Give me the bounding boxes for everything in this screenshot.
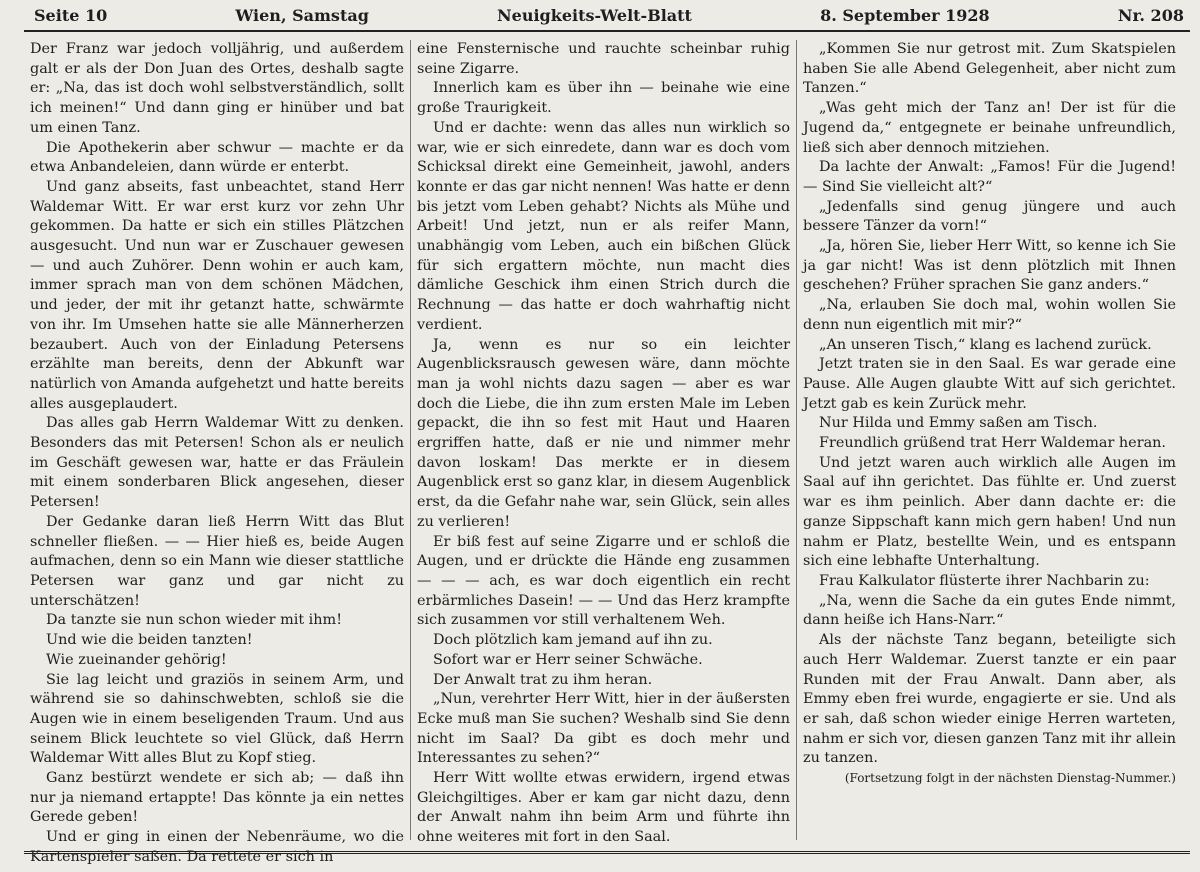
- paragraph: Sie lag leicht und graziös in seinem Arm, und während sie so dahinschwebten, schloß sie die Augen wie in einem beseligenden Traum. Und aus seinem Blick leuchtete so viel Glück, daß Herrn Waldemar Witt alles Blut zu Kopf stieg.: [30, 671, 404, 767]
- paragraph: Und er ging in einen der Nebenräume, wo die Kartenspieler saßen. Da rettete er sich in: [30, 829, 404, 865]
- paragraph: „Kommen Sie nur getrost mit. Zum Skatspielen haben Sie alle Abend Gelegenheit, aber nicht zum Tanzen.“: [803, 41, 1176, 97]
- paragraph: Er biß fest auf seine Zigarre und er schloß die Augen, und er drückte die Hände eng zusammen — — — ach, es war doch eigentlich ein recht erbärmliches Dasein! — — Und das Herz krampfte sich zusammen vor still verhaltenem Weh.: [417, 533, 790, 629]
- paragraph: „Na, wenn die Sache da ein gutes Ende nimmt, dann heiße ich Hans-Narr.“: [803, 592, 1176, 629]
- paragraph: „Nun, verehrter Herr Witt, hier in der äußersten Ecke muß man Sie suchen? Weshalb sind Sie denn nicht im Saal? Da gibt es doch mehr und Interessantes zu sehen?“: [417, 691, 790, 767]
- bottom-rule: [24, 851, 1190, 854]
- paragraph: Und er dachte: wenn das alles nun wirklich so war, wie er sich einredete, dann war es doch vom Schicksal direkt eine Gemeinheit, jawohl, anders konnte er das gar nicht nennen! Was hatte er denn bis jetzt vom Leben gehabt? Nichts als Mühe und Arbeit! Und jetzt, nun er als reifer Mann, unabhängig vom Leben, auch ein bißchen Glück für sich ergattern möchte, nun macht dies dämliche Geschick ihm einen Strich durch die Rechnung — das hatte er doch wahrhaftig nicht verdient.: [417, 119, 790, 333]
- paragraph: Und jetzt waren auch wirklich alle Augen im Saal auf ihn gerichtet. Das fühlte er. Und zuerst war es ihm peinlich. Aber dann dachte er: die ganze Sippschaft kann mich gern haben! Und nun nahm er Platz, bestellte Wein, und es entspann sich eine lebhafte Unterhaltung.: [803, 454, 1176, 570]
- paragraph: Ganz bestürzt wendete er sich ab; — daß ihn nur ja niemand ertappte! Das könnte ja ein nettes Gerede geben!: [30, 770, 404, 826]
- column-3: [796, 40, 1182, 840]
- masthead: Neuigkeits-Welt-Blatt: [497, 5, 692, 25]
- page-header: [24, 0, 1190, 32]
- issue-date: 8. September 1928: [820, 5, 990, 25]
- paragraph: Und wie die beiden tanzten!: [46, 632, 253, 649]
- paragraph: „An unseren Tisch,“ klang es lachend zurück.: [819, 336, 1152, 353]
- paragraph: Frau Kalkulator flüsterte ihrer Nachbarin zu:: [819, 572, 1150, 589]
- page-number: Seite 10: [34, 5, 108, 25]
- paragraph: Der Anwalt trat zu ihm heran.: [433, 671, 653, 688]
- paragraph: Sofort war er Herr seiner Schwäche.: [433, 651, 703, 668]
- paragraph: Und ganz abseits, fast unbeachtet, stand Herr Waldemar Witt. Er war erst kurz vor zehn Uhr gekommen. Da hatte er sich ein stilles Plätzchen ausgesucht. Und nun war er Zuschauer gewesen — und auch Zuhörer. Denn wohin er auch kam, immer sprach man von dem schönen Mädchen, und jeder, der mit ihr getanzt hatte, schwärmte von ihr. Im Umsehen hatte sie alle Männerherzen bezaubert. Auch von der Einladung Petersens erzählte man bereits, denn der Abkunft war natürlich von Amanda aufgehetzt und hatte bereits alles ausgeplaudert.: [30, 178, 404, 412]
- paragraph: Als der nächste Tanz begann, beteiligte sich auch Herr Waldemar. Zuerst tanzte er ein paar Runden mit der Frau Anwalt. Dann aber, als Emmy eben frei wurde, engagierte er sie. Und als er sah, daß schon wieder einige Herren warteten, nahm er sich vor, diesen ganzen Tanz mit ihr allein zu tanzen.: [803, 632, 1176, 767]
- paragraph: Da lachte der Anwalt: „Famos! Für die Jugend! — Sind Sie vielleicht alt?“: [803, 159, 1176, 195]
- paragraph: Ja, wenn es nur so ein leichter Augenblicksrausch gewesen wäre, dann möchte man ja wohl nichts dazu sagen — aber es war doch die Liebe, die ihn zum ersten Male im Leben gepackt, die ihn so fest mit Haut und Haaren ergriffen hatte, daß er nie und nimmer mehr davon loskam! Das merkte er in diesem Augenblick erst so ganz klar, in diesem Augenblick erst, da die Gefahr nahe war, sein Glück, sein alles zu verlieren!: [417, 336, 790, 530]
- paragraph: Der Franz war jedoch volljährig, und außerdem galt er als der Don Juan des Ortes, deshalb sagte er: „Na, das ist doch wohl selbstverständlich, sollt ich meinen!“ Und dann ging er hinüber und bat um einen Tanz.: [30, 41, 404, 136]
- paragraph: Das alles gab Herrn Waldemar Witt zu denken. Besonders das mit Petersen! Schon als er neulich im Geschäft gewesen war, hatte er das Fräulein mit einem sonderbaren Blick angesehen, dieser Petersen!: [30, 415, 404, 511]
- place-day: Wien, Samstag: [235, 5, 369, 25]
- paragraph: „Was geht mich der Tanz an! Der ist für die Jugend da,“ entgegnete er beinahe unfreundlich, ließ sich aber dennoch mitziehen.: [803, 100, 1176, 156]
- paragraph: „Ja, hören Sie, lieber Herr Witt, so kenne ich Sie ja gar nicht! Was ist denn plötzlich mit Ihnen geschehen? Früher sprachen Sie ganz anders.“: [803, 238, 1176, 294]
- paragraph: Freundlich grüßend trat Herr Waldemar heran.: [819, 435, 1166, 452]
- continuation-note: (Fortsetzung folgt in der nächsten Dienstag-Nummer.): [844, 771, 1176, 786]
- paragraph: Die Apothekerin aber schwur — machte er da etwa Anbandeleien, dann würde er enterbt.: [30, 139, 404, 176]
- paragraph: „Na, erlauben Sie doch mal, wohin wollen Sie denn nun eigentlich mit mir?“: [803, 297, 1176, 333]
- paragraph: Jetzt traten sie in den Saal. Es war gerade eine Pause. Alle Augen glaubte Witt auf sich gerichtet. Jetzt gab es kein Zurück mehr.: [803, 356, 1176, 412]
- article-columns: [24, 40, 1190, 865]
- paragraph: Nur Hilda und Emmy saßen am Tisch.: [819, 415, 1098, 432]
- paragraph: Da tanzte sie nun schon wieder mit ihm!: [46, 612, 342, 629]
- column-2: [410, 40, 796, 846]
- paragraph: „Jedenfalls sind genug jüngere und auch bessere Tänzer da vorn!“: [803, 198, 1176, 235]
- paragraph: Wie zueinander gehörig!: [46, 651, 227, 668]
- issue-number: Nr. 208: [1117, 5, 1184, 25]
- column-1: [24, 40, 410, 865]
- paragraph: Doch plötzlich kam jemand auf ihn zu.: [433, 632, 713, 649]
- paragraph: eine Fensternische und rauchte scheinbar ruhig seine Zigarre.: [417, 41, 790, 77]
- paragraph: Innerlich kam es über ihn — beinahe wie eine große Traurigkeit.: [417, 80, 790, 117]
- paragraph: Der Gedanke daran ließ Herrn Witt das Blut schneller fließen. — — Hier hieß es, beide Augen aufmachen, denn so ein Mann wie dieser stattliche Petersen war ganz und gar nicht zu unterschätzen!: [30, 513, 404, 609]
- paragraph: Herr Witt wollte etwas erwidern, irgend etwas Gleichgiltiges. Aber er kam gar nicht dazu, denn der Anwalt nahm ihn beim Arm und führte ihn ohne weiteres mit fort in den Saal.: [417, 770, 790, 846]
